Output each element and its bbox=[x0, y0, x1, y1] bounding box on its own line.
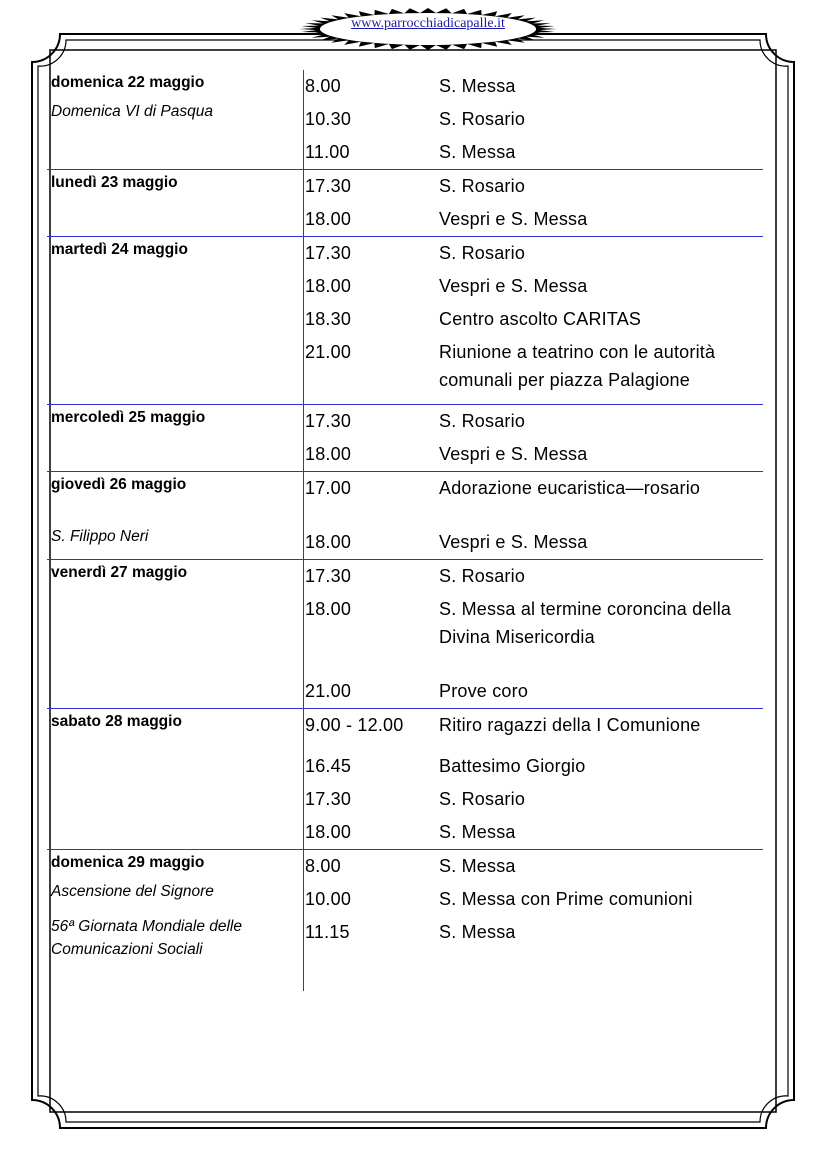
event-row bbox=[303, 239, 763, 267]
event-time: 18.30 bbox=[305, 309, 352, 329]
day-events bbox=[303, 70, 763, 166]
event-row bbox=[303, 272, 763, 300]
event-row bbox=[303, 918, 763, 946]
event-description: S. Messa bbox=[439, 822, 516, 842]
day-row bbox=[47, 560, 763, 709]
event-time: 10.30 bbox=[305, 109, 352, 129]
day-events bbox=[303, 850, 763, 961]
event-description: S. Rosario bbox=[439, 176, 526, 196]
day-events bbox=[303, 237, 763, 394]
event-time: 11.00 bbox=[305, 142, 350, 162]
event-row bbox=[303, 785, 763, 813]
event-description: S. Rosario bbox=[439, 109, 526, 129]
day-info bbox=[47, 170, 303, 233]
event-description: S. Messa al termine coroncina della Divina Misericordia bbox=[439, 599, 732, 647]
event-row bbox=[303, 338, 763, 394]
day-row bbox=[47, 709, 763, 850]
website-link[interactable]: www.parrocchiadicapalle.it bbox=[351, 16, 505, 31]
day-info bbox=[47, 709, 303, 846]
day-row bbox=[47, 170, 763, 237]
event-time: 18.00 bbox=[305, 822, 352, 842]
day-row bbox=[47, 850, 763, 987]
day-info bbox=[47, 560, 303, 705]
event-time: 17.30 bbox=[305, 411, 352, 431]
event-description: S. Messa bbox=[439, 76, 516, 96]
event-time: 17.30 bbox=[305, 243, 352, 263]
day-info bbox=[47, 850, 303, 961]
event-time: 18.00 bbox=[305, 276, 352, 296]
event-row bbox=[303, 711, 763, 739]
day-note: 56ª Giornata Mondiale delle Comunicazioni Sociali bbox=[51, 918, 242, 958]
day-info bbox=[47, 237, 303, 394]
day-name: domenica 22 maggio bbox=[51, 74, 205, 91]
day-name: lunedì 23 maggio bbox=[51, 174, 178, 191]
event-row bbox=[303, 407, 763, 435]
day-info bbox=[47, 472, 303, 556]
event-time: 11.15 bbox=[305, 922, 350, 942]
day-note: Ascensione del Signore bbox=[51, 883, 214, 900]
day-note: Domenica VI di Pasqua bbox=[51, 103, 213, 120]
day-row bbox=[47, 472, 763, 560]
event-description: S. Rosario bbox=[439, 243, 526, 263]
day-name: mercoledì 25 maggio bbox=[51, 409, 206, 426]
day-note: S. Filippo Neri bbox=[51, 528, 149, 545]
day-events bbox=[303, 405, 763, 468]
day-name: domenica 29 maggio bbox=[51, 854, 205, 871]
event-row bbox=[303, 595, 763, 651]
event-description: Vespri e S. Messa bbox=[439, 209, 588, 229]
day-row bbox=[47, 70, 763, 170]
day-name: giovedì 26 maggio bbox=[51, 476, 187, 493]
event-description: S. Rosario bbox=[439, 411, 526, 431]
day-name: martedì 24 maggio bbox=[51, 241, 188, 258]
event-description: Riunione a teatrino con le autorità comunali per piazza Palagione bbox=[439, 342, 716, 390]
day-events bbox=[303, 709, 763, 846]
day-events bbox=[303, 170, 763, 233]
event-row bbox=[303, 440, 763, 468]
event-time: 17.30 bbox=[305, 566, 352, 586]
day-row bbox=[47, 405, 763, 472]
event-row bbox=[303, 305, 763, 333]
event-row bbox=[303, 852, 763, 880]
event-time: 17.30 bbox=[305, 176, 352, 196]
event-row bbox=[303, 474, 763, 502]
event-time: 16.45 bbox=[305, 756, 352, 776]
event-time: 9.00 - 12.00 bbox=[305, 715, 404, 735]
event-time: 21.00 bbox=[305, 342, 352, 362]
event-row bbox=[303, 562, 763, 590]
event-row bbox=[303, 528, 763, 556]
event-description: S. Messa bbox=[439, 856, 516, 876]
day-row bbox=[47, 237, 763, 405]
schedule-table bbox=[47, 70, 763, 987]
event-time: 18.00 bbox=[305, 532, 352, 552]
event-time: 17.00 bbox=[305, 478, 352, 498]
event-time: 17.30 bbox=[305, 789, 352, 809]
event-time: 18.00 bbox=[305, 599, 352, 619]
day-events bbox=[303, 560, 763, 705]
day-name: venerdì 27 maggio bbox=[51, 564, 188, 581]
event-time: 10.00 bbox=[305, 889, 352, 909]
day-name: sabato 28 maggio bbox=[51, 713, 182, 730]
event-time: 18.00 bbox=[305, 209, 352, 229]
day-events bbox=[303, 472, 763, 556]
event-row bbox=[303, 752, 763, 780]
event-row bbox=[303, 105, 763, 133]
event-row bbox=[303, 818, 763, 846]
event-description: Vespri e S. Messa bbox=[439, 444, 588, 464]
event-time: 8.00 bbox=[305, 76, 341, 96]
event-description: Adorazione eucaristica—rosario bbox=[439, 478, 701, 498]
event-row bbox=[303, 72, 763, 100]
event-description: S. Messa bbox=[439, 922, 516, 942]
day-info bbox=[47, 70, 303, 166]
event-description: S. Rosario bbox=[439, 566, 526, 586]
event-description: Vespri e S. Messa bbox=[439, 532, 588, 552]
event-row bbox=[303, 205, 763, 233]
event-description: Ritiro ragazzi della I Comunione bbox=[439, 715, 701, 735]
event-time: 18.00 bbox=[305, 444, 352, 464]
event-description: S. Messa con Prime comunioni bbox=[439, 889, 693, 909]
event-description: Battesimo Giorgio bbox=[439, 756, 586, 776]
event-description: S. Rosario bbox=[439, 789, 526, 809]
event-row bbox=[303, 138, 763, 166]
event-time: 21.00 bbox=[305, 681, 352, 701]
event-row bbox=[303, 172, 763, 200]
event-description: S. Messa bbox=[439, 142, 516, 162]
event-time: 8.00 bbox=[305, 856, 341, 876]
event-row bbox=[303, 885, 763, 913]
event-description: Centro ascolto CARITAS bbox=[439, 309, 642, 329]
event-row bbox=[303, 677, 763, 705]
day-info bbox=[47, 405, 303, 468]
event-description: Vespri e S. Messa bbox=[439, 276, 588, 296]
event-description: Prove coro bbox=[439, 681, 529, 701]
